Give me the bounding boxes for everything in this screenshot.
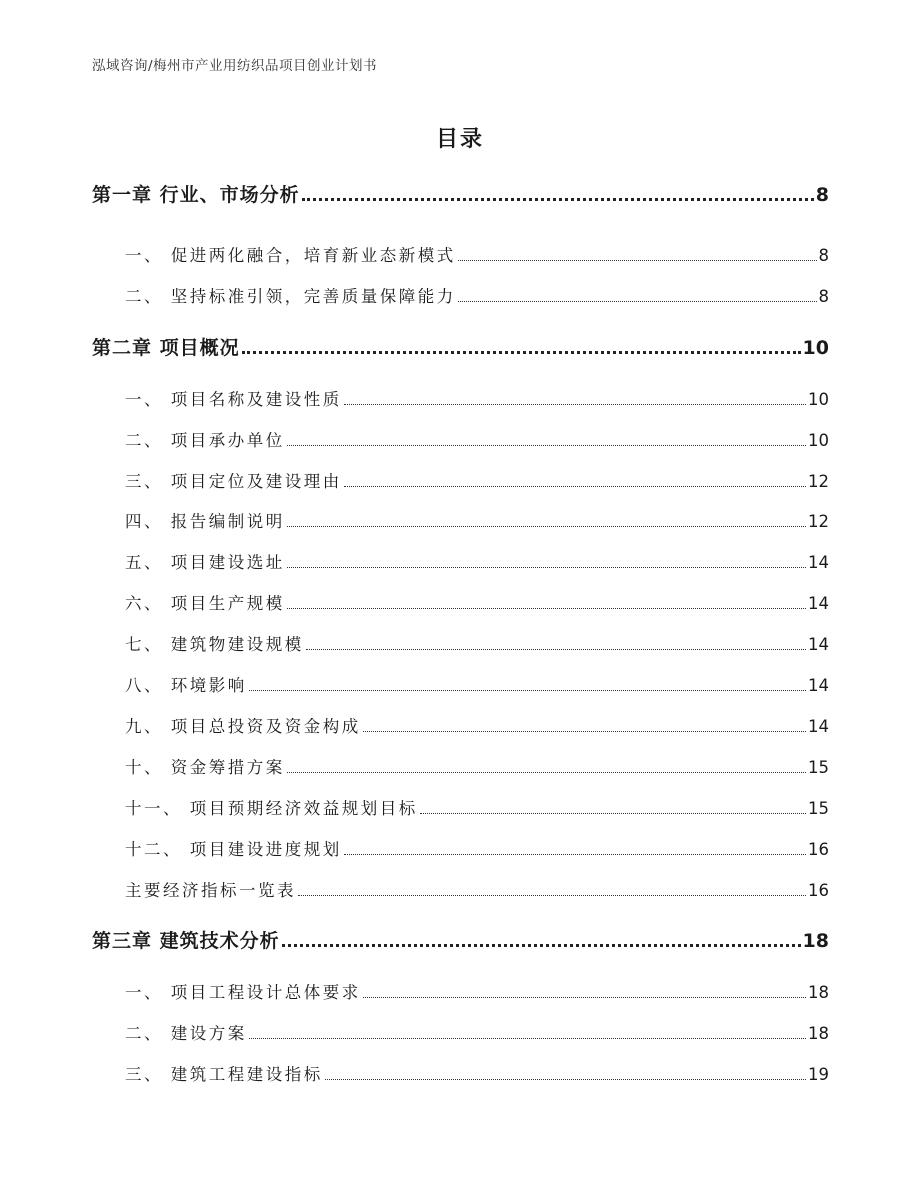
dot-leader — [344, 854, 806, 855]
toc-entry-chapter[interactable] — [92, 339, 829, 358]
toc-page-number: 10 — [802, 337, 829, 359]
dot-leader — [325, 1079, 806, 1080]
toc-page-number: 16 — [808, 840, 829, 859]
toc-page-number: 10 — [808, 431, 829, 450]
toc-page-number: 15 — [808, 799, 829, 818]
dot-leader — [458, 301, 817, 302]
dot-leader — [249, 690, 806, 691]
toc-entry-section[interactable] — [125, 637, 829, 654]
dot-leader — [249, 1038, 806, 1039]
toc-entry-section[interactable] — [125, 760, 829, 777]
toc-page-number: 18 — [802, 930, 829, 952]
toc-entry-label: 一、 项目名称及建设性质 — [125, 390, 342, 409]
toc-entry-section[interactable] — [125, 985, 829, 1002]
toc-entry-label: 八、 环境影响 — [125, 676, 247, 695]
toc-page-number: 15 — [808, 758, 829, 777]
toc-entry-label: 十二、 项目建设进度规划 — [125, 840, 342, 859]
toc-page-number: 10 — [808, 390, 829, 409]
dot-leader — [458, 260, 817, 261]
toc-page-number: 14 — [808, 635, 829, 654]
toc-entry-label: 第三章 建筑技术分析 — [92, 930, 280, 952]
toc-page-number: 16 — [808, 881, 829, 900]
toc-entry-chapter[interactable] — [92, 932, 829, 951]
dot-leader — [287, 772, 806, 773]
toc-page-number: 14 — [808, 676, 829, 695]
toc-entry-section[interactable] — [125, 514, 829, 531]
page-title: 目录 — [435, 127, 484, 152]
toc-entry-label: 一、 促进两化融合，培育新业态新模式 — [125, 246, 456, 265]
toc-entry-label: 六、 项目生产规模 — [125, 594, 285, 613]
toc-entry-section[interactable] — [125, 1067, 829, 1084]
toc-entry-label: 二、 项目承办单位 — [125, 431, 285, 450]
dot-leader — [287, 608, 806, 609]
toc-entry-section[interactable] — [125, 801, 829, 818]
toc-entry-section[interactable] — [125, 1026, 829, 1043]
dot-leader — [363, 731, 806, 732]
toc-entry-label: 一、 项目工程设计总体要求 — [125, 983, 361, 1002]
table-of-contents — [92, 0, 829, 1191]
dot-leader — [287, 445, 806, 446]
toc-page-number: 8 — [818, 287, 829, 306]
toc-entry-section[interactable] — [125, 433, 829, 450]
toc-entry-label: 九、 项目总投资及资金构成 — [125, 717, 361, 736]
toc-entry-label: 四、 报告编制说明 — [125, 512, 285, 531]
toc-entry-label: 七、 建筑物建设规模 — [125, 635, 304, 654]
toc-entry-label: 五、 项目建设选址 — [125, 553, 285, 572]
toc-page-number: 19 — [808, 1065, 829, 1084]
toc-entry-label: 三、 项目定位及建设理由 — [125, 472, 342, 491]
toc-entry-section[interactable] — [125, 289, 829, 306]
toc-entry-section[interactable] — [125, 248, 829, 265]
dot-leader — [298, 895, 806, 896]
toc-page-number: 8 — [818, 246, 829, 265]
toc-entry-section[interactable] — [125, 883, 829, 900]
toc-entry-section[interactable] — [125, 474, 829, 491]
toc-entry-chapter[interactable] — [92, 186, 829, 205]
toc-page-number: 14 — [808, 553, 829, 572]
toc-entry-label: 十一、 项目预期经济效益规划目标 — [125, 799, 418, 818]
dot-leader — [344, 404, 806, 405]
toc-entry-label: 第二章 项目概况 — [92, 337, 240, 359]
toc-page-number: 14 — [808, 717, 829, 736]
toc-entry-section[interactable] — [125, 719, 829, 736]
toc-page-number: 18 — [808, 983, 829, 1002]
toc-entry-section[interactable] — [125, 392, 829, 409]
toc-entry-label: 第一章 行业、市场分析 — [92, 184, 300, 206]
toc-entry-label: 二、 建设方案 — [125, 1024, 247, 1043]
toc-page-number: 12 — [808, 472, 829, 491]
toc-entry-section[interactable] — [125, 596, 829, 613]
running-header: 泓域咨询/梅州市产业用纺织品项目创业计划书 — [92, 58, 378, 74]
toc-page-number: 12 — [808, 512, 829, 531]
toc-entry-section[interactable] — [125, 678, 829, 695]
toc-entry-label: 三、 建筑工程建设指标 — [125, 1065, 323, 1084]
toc-entry-section[interactable] — [125, 842, 829, 859]
toc-page-number: 18 — [808, 1024, 829, 1043]
dot-leader — [282, 944, 801, 947]
toc-entry-section[interactable] — [125, 555, 829, 572]
dot-leader — [287, 567, 806, 568]
dot-leader — [302, 198, 814, 201]
dot-leader — [287, 526, 806, 527]
dot-leader — [306, 649, 806, 650]
dot-leader — [420, 813, 806, 814]
dot-leader — [242, 351, 801, 354]
toc-page-number: 8 — [815, 184, 829, 206]
toc-page-number: 14 — [808, 594, 829, 613]
toc-entry-label: 十、 资金筹措方案 — [125, 758, 285, 777]
toc-entry-label: 二、 坚持标准引领，完善质量保障能力 — [125, 287, 456, 306]
toc-entry-label: 主要经济指标一览表 — [125, 881, 296, 900]
dot-leader — [363, 997, 806, 998]
dot-leader — [344, 486, 806, 487]
